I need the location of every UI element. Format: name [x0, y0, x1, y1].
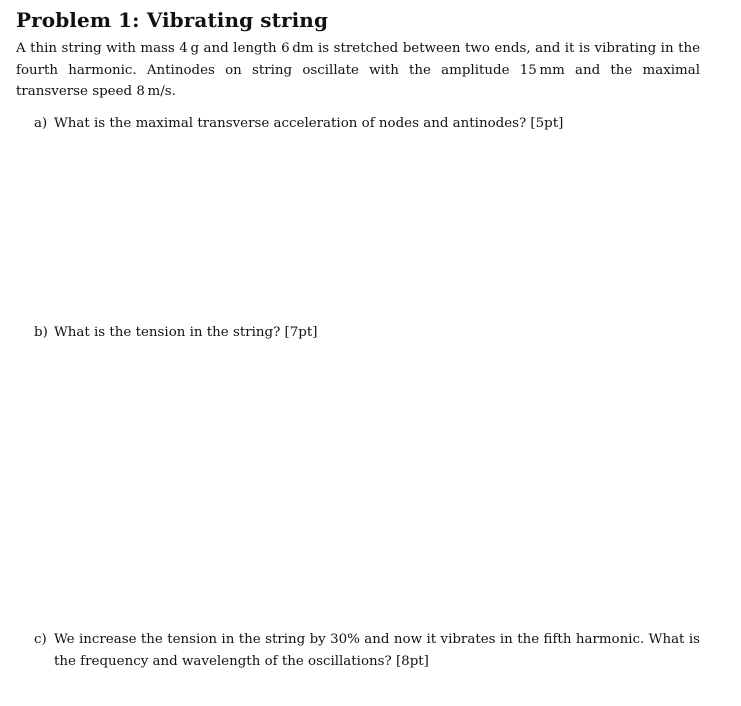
- question-c-label: c): [34, 632, 47, 647]
- question-c: [34, 629, 700, 672]
- problem-statement: A thin string with mass 4 g and length 6 dm is stretched between two ends, and it is vibrating in the fourth harmonic. Antinodes on string oscillate with the amplitude 15 mm and the maximal transverse speed 8 m/s.: [16, 41, 700, 99]
- question-b: [34, 322, 700, 344]
- problem-title: Problem 1: Vibrating string: [16, 8, 329, 32]
- question-b-text: What is the tension in the string? [7pt]: [54, 325, 318, 340]
- question-b-label: b): [34, 325, 48, 340]
- question-c-text: We increase the tension in the string by 30% and now it vibrates in the fifth harmonic. What is the frequency and wavelength of the oscillations? [8pt]: [54, 632, 700, 669]
- question-a-text: What is the maximal transverse acceleration of nodes and antinodes? [5pt]: [54, 116, 564, 131]
- question-a: [34, 113, 700, 135]
- question-a-label: a): [34, 116, 48, 131]
